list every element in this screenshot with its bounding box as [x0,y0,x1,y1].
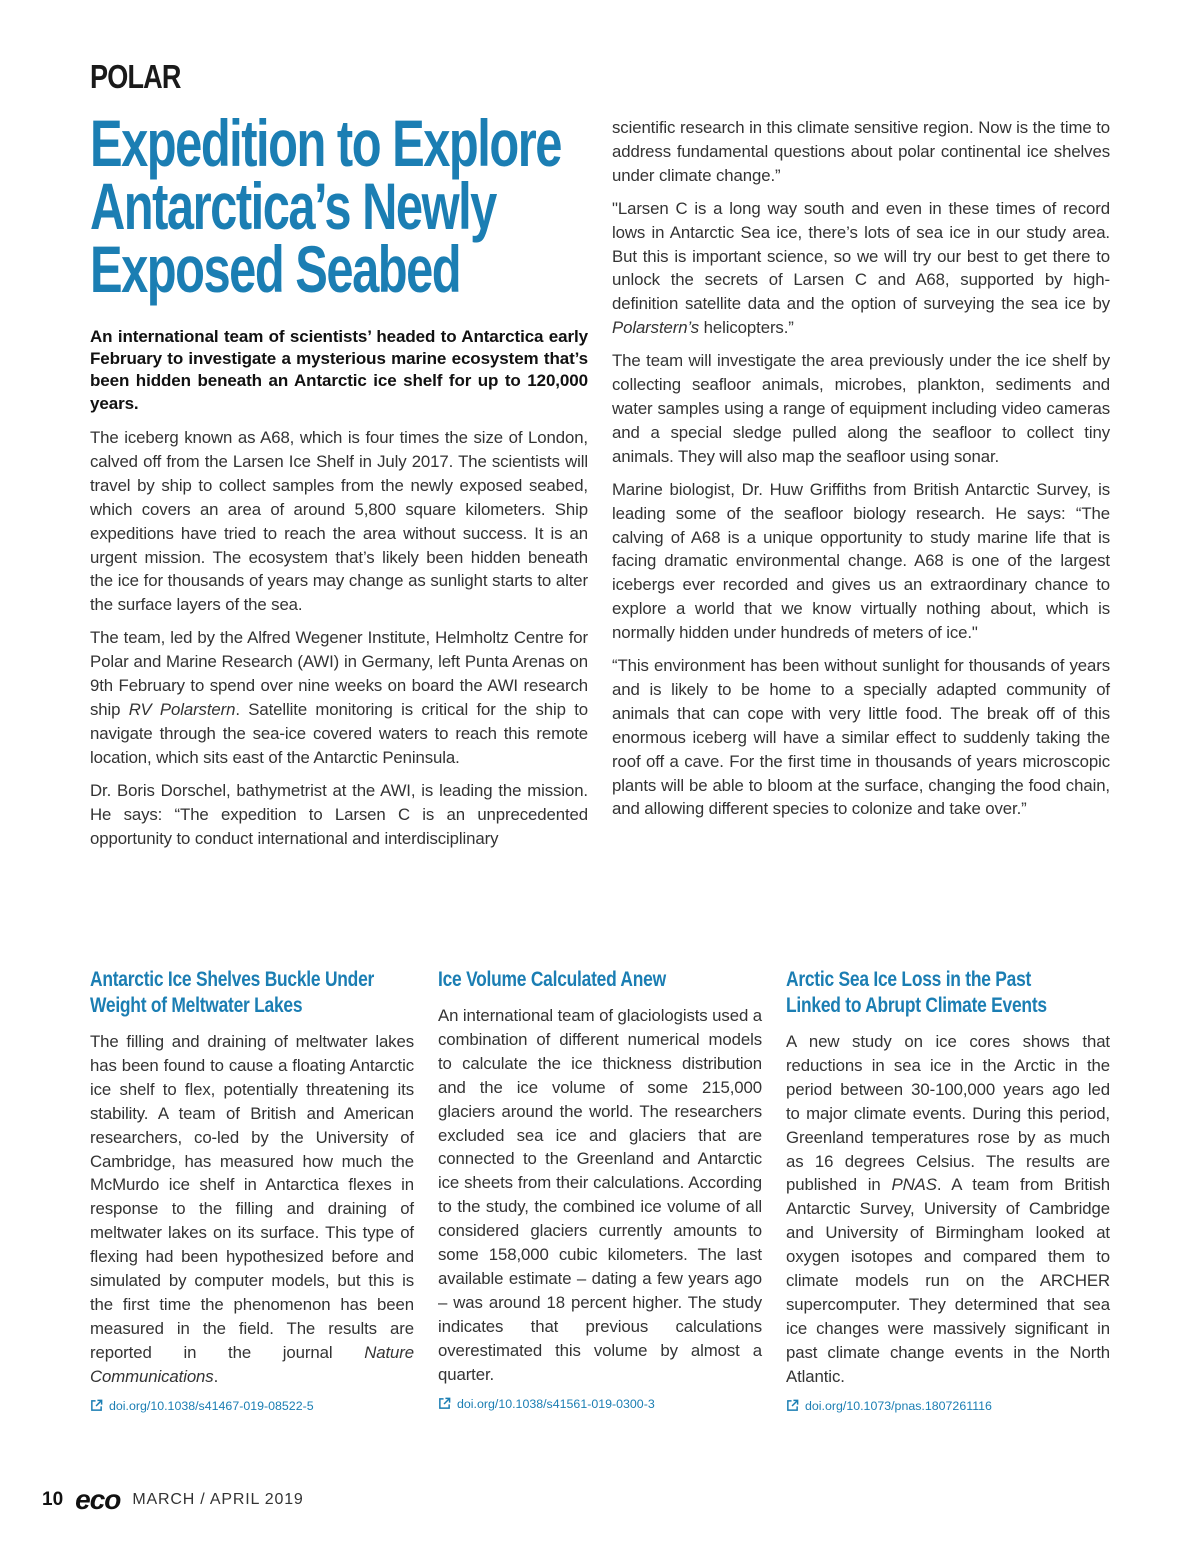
news-brief-arctic-sea-ice [786,966,1110,1413]
body-paragraph: “This environment has been without sunlight for thousands of years and is likely to be home to a specially adapted community of animals that can cope with very little food. The break off of this enormous iceberg will have a similar effect to suddenly taking the roof off a cave. For the first time in thousands of years microscopic plants will be able to bloom at the surface, changing the food chain, and allowing different species to colonize and take over.” [612,656,1110,819]
journal-name: PNAS [891,1175,937,1195]
news-brief-text: The filling and draining of meltwater lakes has been found to cause a floating Antarctic ice shelf to flex, potentially threatening its stability. A team of British and American researchers, co-led by the University of Cambridge, has measured how much the McMurdo ice shelf in Antarctica flexes in response to the filling and draining of meltwater lakes on its surface. This type of flexing had been hypothesized before and simulated by computer models, but this is the first time the phenomenon has been measured in the field. The results are reported in the journal Nature Communications. [90,1032,414,1386]
news-brief-title: Ice Volume Calculated Anew [438,967,666,991]
body-paragraph: The iceberg known as A68, which is four times the size of London, calved off from the Larsen Ice Shelf in July 2017. The scientists will travel by ship to collect samples from the newly exposed seabed, which covers an area of around 5,800 square kilometers. Ship expeditions have tried to reach the area without success. It is an urgent mission. The ecosystem that’s likely been hidden beneath the ice for thousands of years may change as sunlight starts to alter the surface layers of the sea. [90,428,588,615]
body-paragraph: "Larsen C is a long way south and even in these times of record lows in Antarctic Sea ice, there’s lots of sea ice in our study area. But this is important science, so we will try our best to get there to unlock the secrets of Larsen C and A68, supported by high-definition satellite data and the option of surveying the sea ice by Polarstern’s helicopters.” [612,198,1110,338]
ship-name: Polarstern’s [612,318,700,338]
news-brief-text: An international team of glaciologists used a combination of different numerical models to calculate the ice thickness distribution and the ice volume of some 215,000 glaciers around the world. The researchers excluded sea ice and glaciers that are connected to the Greenland and Antarctic ice sheets from their calculations. According to the study, the combined ice volume of all considered glaciers currently amounts to some 158,000 cubic kilometers. The last available estimate – dating a few years ago – was around 18 percent higher. The study indicates that previous calculations overestimated this volume by almost a quarter. [438,1006,762,1384]
ship-name: RV Polarstern [128,699,236,719]
journal-name: Nature Communications [90,1342,414,1386]
doi-link[interactable]: doi.org/10.1038/s41467-019-08522-5 [90,1399,414,1413]
news-brief-text: A new study on ice cores shows that reductions in sea ice in the Arctic in the period between 30-100,000 years ago led to major climate events. During this period, Greenland temperatures rose by as much as 16 degrees Celsius. The results are published in PNAS. A team from British Antarctic Survey, University of Cambridge and University of Birmingham looked at oxygen isotopes and compared them to climate models run on the ARCHER supercomputer. They determined that sea ice changes were massively significant in past climate change events in the North Atlantic. [786,1032,1110,1386]
lead-paragraph: An international team of scientists’ headed to Antarctica early February to investigate a mysterious marine ecosystem that’s been hidden beneath an Antarctic ice shelf for up to 120,000 years. [90,327,588,413]
external-link-icon [786,1399,799,1412]
body-paragraph: The team, led by the Alfred Wegener Institute, Helmholtz Centre for Polar and Marine Research (AWI) in Germany, left Punta Arenas on 9th February to spend over nine weeks on board the AWI research ship RV Polarstern. Satellite monitoring is critical for the ship to navigate through the sea-ice covered waters to reach this remote location, which sits east of the Antarctic Peninsula. [90,628,588,767]
external-link-icon [438,1397,451,1410]
body-paragraph: Dr. Boris Dorschel, bathymetrist at the AWI, is leading the mission. He says: “The expedition to Larsen C is an unprecedented opportunity to conduct international and interdisciplinary [90,780,588,848]
doi-link[interactable]: doi.org/10.1038/s41561-019-0300-3 [438,1397,762,1411]
news-brief-title: Antarctic Ice Shelves Buckle Under Weight of Meltwater Lakes [90,967,375,1017]
external-link-icon [90,1399,103,1412]
body-paragraph: scientific research in this climate sensitive region. Now is the time to address fundamental questions about polar continental ice shelves under climate change.” [612,118,1110,185]
news-brief-ice-shelves [90,966,414,1413]
body-paragraph: The team will investigate the area previously under the ice shelf by collecting seafloor animals, microbes, plankton, sediments and water samples using a range of equipment including video cameras and a special sledge pulled along the seafloor to collect tiny animals. They will also map the seafloor using sonar. [612,351,1110,466]
headline [90,106,564,306]
magazine-logo: eco [75,1484,121,1515]
page-footer [42,1485,304,1515]
doi-link[interactable]: doi.org/10.1073/pnas.1807261116 [786,1399,1110,1413]
page-number: 10 [42,1489,64,1510]
section-label: POLAR [90,58,181,95]
headline-line: Exposed Seabed [90,232,461,306]
article-column-left [90,426,588,859]
body-paragraph: Marine biologist, Dr. Huw Griffiths from British Antarctic Survey, is leading some of the seafloor biology research. He says: “The calving of A68 is a unique opportunity to study marine life that is facing dramatic environmental change. A68 is one of the largest icebergs ever recorded and gives us an extraordinary chance to explore a world that we know virtually nothing about, which is normally hidden under hundreds of meters of ice." [612,479,1110,643]
news-brief-title: Arctic Sea Ice Loss in the Past Linked to Abrupt Climate Events [786,967,1047,1017]
headline-line: Antarctica’s Newly [90,169,496,243]
headline-line: Expedition to Explore [90,106,561,180]
article-column-right [612,116,1110,830]
news-brief-ice-volume [438,966,762,1411]
issue-date: MARCH / APRIL 2019 [132,1491,304,1508]
